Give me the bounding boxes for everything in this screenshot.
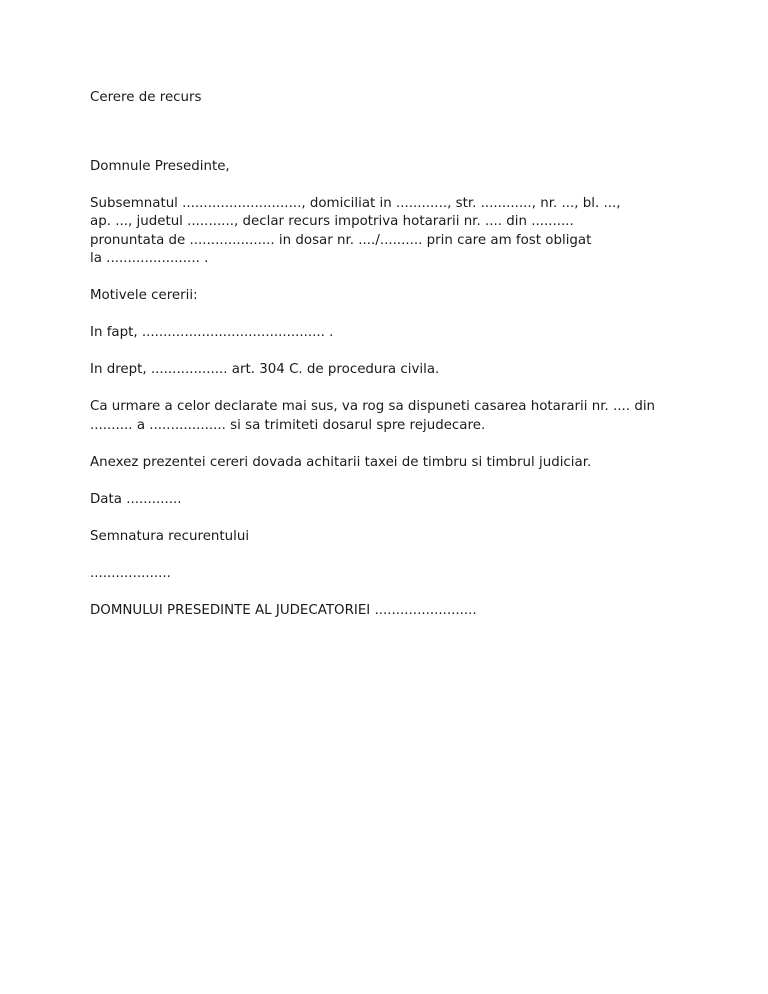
intro-line: Subsemnatul ............................, domiciliat in ............, str. ............, nr. ..., bl. ..., xyxy=(90,195,621,211)
intro-paragraph xyxy=(90,195,690,269)
in-drept-line: In drept, .................. art. 304 C. de procedura civila. xyxy=(90,362,440,377)
signature-label: Semnatura recurentului xyxy=(90,528,250,544)
annex-line: Anexez prezentei cereri dovada achitarii taxei de timbru si timbrul judiciar. xyxy=(90,454,592,470)
in-fapt-line: In fapt, ........................................... . xyxy=(90,325,334,340)
request-line: Ca urmare a celor declarate mai sus, va rog sa dispuneti casarea hotararii nr. .... din xyxy=(90,399,656,414)
document-title: Cerere de recurs xyxy=(90,90,202,105)
intro-line: la ...................... . xyxy=(90,251,209,266)
addressee-line: DOMNULUI PRESEDINTE AL JUDECATORIEI ........................ xyxy=(90,602,477,618)
date-line: Data ............. xyxy=(90,491,182,507)
signature-line: ................... xyxy=(90,565,171,581)
intro-line: ap. ..., judetul ..........., declar recurs impotriva hotararii nr. .... din .......... xyxy=(90,214,574,229)
salutation: Domnule Presedinte, xyxy=(90,158,230,174)
request-paragraph xyxy=(90,398,690,435)
document-content xyxy=(90,89,690,620)
intro-line: pronuntata de .................... in dosar nr. ..../.......... prin care am fost obligat xyxy=(90,232,592,248)
motive-heading: Motivele cererii: xyxy=(90,288,198,303)
request-line: .......... a .................. si sa trimiteti dosarul spre rejudecare. xyxy=(90,417,486,433)
